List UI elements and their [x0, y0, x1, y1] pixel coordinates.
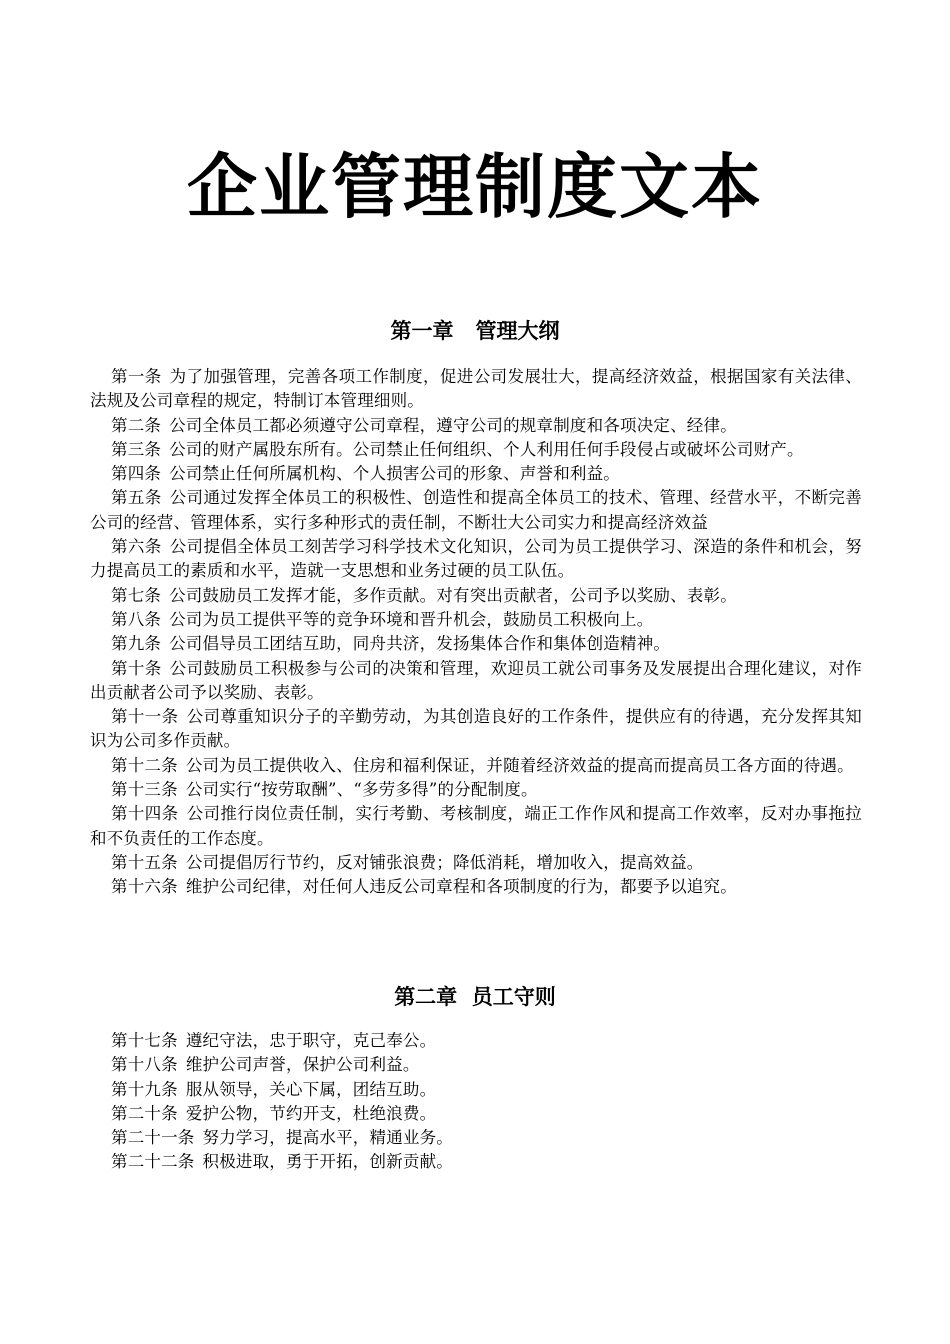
- article-text: 公司通过发挥全体员工的积极性、创造性和提高全体员工的技术、管理、经营水平，不断完善公司的经营、管理体系，实行多种形式的责任制，不断壮大公司实力和提高经济效益: [90, 488, 862, 532]
- article-paragraph: [90, 414, 862, 438]
- article-paragraph: [90, 462, 862, 486]
- article-paragraph: [90, 1126, 862, 1150]
- article-number: 第十七条: [111, 1031, 178, 1050]
- article-text: 遵纪守法，忠于职守，克己奉公。: [185, 1031, 437, 1050]
- article-number: 第二条: [111, 415, 162, 435]
- article-number: 第十九条: [111, 1079, 178, 1099]
- article-paragraph: [90, 1053, 862, 1077]
- article-number: 第十四条: [111, 804, 179, 824]
- article-number: 第十一条: [111, 707, 179, 727]
- article-text: 积极进取，勇于开拓，创新贡献。: [202, 1152, 453, 1172]
- article-number: 第十六条: [111, 877, 178, 897]
- article-number: 第九条: [111, 634, 162, 654]
- article-paragraph: [90, 705, 862, 754]
- article-paragraph: [90, 1150, 862, 1174]
- article-paragraph: [90, 486, 862, 535]
- chapter-1-articles: [90, 365, 862, 900]
- article-text: 努力学习，提高水平，精通业务。: [202, 1128, 453, 1148]
- article-paragraph: [90, 1078, 862, 1102]
- article-text: 公司实行“按劳取酬”、“多劳多得”的分配制度。: [185, 780, 538, 800]
- article-number: 第十二条: [111, 755, 178, 775]
- article-text: 公司的财产属股东所有。公司禁止任何组织、个人利用任何手段侵占或破坏公司财产。: [169, 439, 804, 459]
- article-number: 第五条: [111, 488, 162, 508]
- article-text: 公司提倡厉行节约，反对铺张浪费；降低消耗，增加收入，提高效益。: [185, 852, 704, 872]
- article-text: 维护公司纪律，对任何人违反公司章程和各项制度的行为，都要予以追究。: [185, 877, 737, 897]
- article-text: 维护公司声誉，保护公司利益。: [185, 1055, 420, 1075]
- article-number: 第十条: [111, 658, 162, 678]
- article-text: 公司倡导员工团结互助，同舟共济，发扬集体合作和集体创造精神。: [169, 634, 671, 654]
- article-text: 公司为员工提供平等的竞争环境和晋升机会，鼓励员工积极向上。: [169, 609, 654, 629]
- article-paragraph: [90, 1102, 862, 1126]
- article-paragraph: [90, 632, 862, 656]
- article-paragraph: [90, 657, 862, 706]
- article-number: 第八条: [111, 609, 162, 629]
- article-number: 第二十二条: [111, 1152, 195, 1172]
- article-paragraph: [90, 608, 862, 632]
- article-number: 第七条: [111, 585, 162, 605]
- article-number: 第六条: [111, 537, 162, 557]
- article-paragraph: [90, 535, 862, 584]
- article-text: 公司鼓励员工发挥才能，多作贡献。对有突出贡献者，公司予以奖励、表彰。: [169, 585, 737, 605]
- article-text: 公司全体员工都必须遵守公司章程，遵守公司的规章制度和各项决定、经律。: [169, 415, 737, 435]
- article-number: 第二十一条: [111, 1128, 195, 1148]
- article-paragraph: [90, 802, 862, 851]
- document-title: 企业管理制度文本: [187, 146, 763, 228]
- article-paragraph: [90, 851, 862, 875]
- chapter-1-title: 第一章 管理大纲: [390, 319, 560, 343]
- article-paragraph: [90, 778, 862, 802]
- article-paragraph: [90, 1029, 862, 1053]
- article-text: 公司禁止任何所属机构、个人损害公司的形象、声誉和利益。: [169, 464, 621, 484]
- article-paragraph: [90, 875, 862, 899]
- article-number: 第十五条: [111, 852, 178, 872]
- article-text: 公司为员工提供收入、住房和福利保证，并随着经济效益的提高而提高员工各方面的待遇。: [185, 755, 854, 775]
- chapter-2-articles: [90, 1029, 862, 1175]
- article-text: 公司提倡全体员工刻苦学习科学技术文化知识，公司为员工提供学习、深造的条件和机会，努力提高员工的素质和水平，造就一支思想和业务过硬的员工队伍。: [90, 537, 862, 581]
- article-paragraph: [90, 365, 862, 414]
- article-number: 第四条: [111, 464, 162, 484]
- article-number: 第十三条: [111, 780, 178, 800]
- article-number: 第二十条: [111, 1103, 178, 1123]
- article-text: 公司推行岗位责任制，实行考勤、考核制度，端正工作作风和提高工作效率，反对办事拖拉和不负责任的工作态度。: [90, 804, 862, 848]
- article-text: 服从领导，关心下属，团结互助。: [185, 1079, 437, 1099]
- article-number: 第一条: [111, 367, 162, 386]
- article-paragraph: [90, 438, 862, 462]
- article-number: 第三条: [111, 439, 162, 459]
- article-text: 爱护公物，节约开支，杜绝浪费。: [185, 1103, 437, 1123]
- article-number: 第十八条: [111, 1055, 178, 1075]
- article-paragraph: [90, 754, 862, 778]
- article-text: 为了加强管理，完善各项工作制度，促进公司发展壮大，提高经济效益，根据国家有关法律、法规及公司章程的规定，特制订本管理细则。: [90, 367, 862, 411]
- article-paragraph: [90, 584, 862, 608]
- article-text: 公司尊重知识分子的辛勤劳动，为其创造良好的工作条件，提供应有的待遇，充分发挥其知识为公司多作贡献。: [90, 707, 862, 751]
- chapter-2-title: 第二章 员工守则: [394, 985, 556, 1009]
- article-text: 公司鼓励员工积极参与公司的决策和管理，欢迎员工就公司事务及发展提出合理化建议，对作出贡献者公司予以奖励、表彰。: [90, 658, 862, 702]
